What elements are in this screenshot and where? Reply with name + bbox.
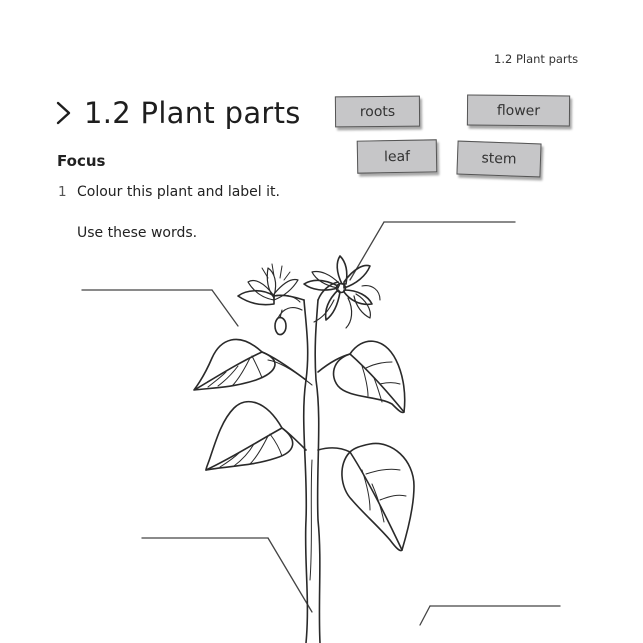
label-line-flower[interactable] xyxy=(350,222,515,280)
question-instruction: Use these words. xyxy=(77,225,198,241)
leaf-upper-right xyxy=(334,341,405,412)
word-card-leaf[interactable]: leaf xyxy=(357,139,438,173)
plant-stem xyxy=(262,282,350,643)
word-card-flower[interactable]: flower xyxy=(467,95,570,127)
question-number: 1 xyxy=(58,184,67,200)
open-flower xyxy=(304,256,380,328)
question-text: Colour this plant and label it. xyxy=(77,184,280,200)
page-title: 1.2 Plant parts xyxy=(84,96,301,130)
label-line-roots[interactable] xyxy=(420,606,560,625)
leaf-upper-left xyxy=(194,339,275,390)
flower-bud xyxy=(238,264,300,305)
leaf-lower-left xyxy=(206,402,293,470)
focus-heading: Focus xyxy=(57,152,106,170)
running-head: 1.2 Plant parts xyxy=(494,52,579,66)
word-card-stem[interactable]: stem xyxy=(456,141,541,178)
label-line-leaf[interactable] xyxy=(82,290,238,326)
leaf-lower-right xyxy=(342,443,414,550)
label-line-stem[interactable] xyxy=(142,538,312,612)
word-card-roots[interactable]: roots xyxy=(335,96,420,128)
